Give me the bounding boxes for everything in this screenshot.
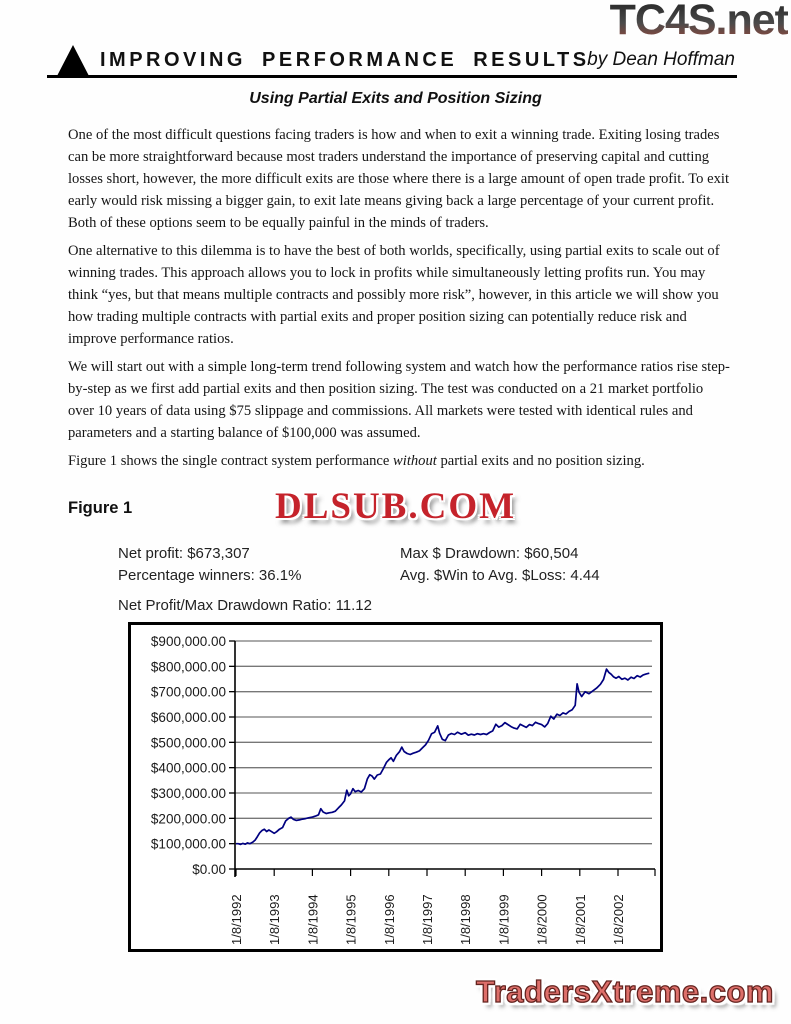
equity-curve-chart [128,622,663,952]
stat-net-profit: Net profit: $673,307 [118,545,250,562]
article-headline: IMPROVING PERFORMANCE RESULTS [100,49,590,71]
paragraph-2: One alternative to this dilemma is to have the best of both worlds, specifically, using partial exits to scale out of winning trades. This approach allows you to lock in profits while simultaneously letting profits run. You may think “yes, but that means multiple contracts and possibly more risk”, however, in this article we will show you how trading multiple contracts with partial exits and proper position sizing can potentially reduce risk and improve performance ratios. [68,243,720,347]
header-rule [47,75,737,78]
stat-max-drawdown: Max $ Drawdown: $60,504 [400,545,579,562]
dlsub-watermark[interactable]: DLSUB.COM [274,486,517,527]
svg-text:$700,000.00: $700,000.00 [150,684,226,700]
stat-profit-drawdown-ratio: Net Profit/Max Drawdown Ratio: 11.12 [118,597,372,614]
svg-text:$500,000.00: $500,000.00 [150,735,226,751]
svg-text:1/8/1996: 1/8/1996 [381,894,397,945]
article-body [68,124,730,478]
performance-stats [118,543,600,587]
svg-text:1/8/1993: 1/8/1993 [267,894,283,945]
svg-text:$100,000.00: $100,000.00 [150,836,226,852]
svg-text:$400,000.00: $400,000.00 [150,760,226,776]
svg-text:1/8/1992: 1/8/1992 [229,894,244,945]
svg-text:$800,000.00: $800,000.00 [150,659,226,675]
paragraph-4-emphasis: without [393,453,437,469]
stat-percentage-winners: Percentage winners: 36.1% [118,567,302,584]
svg-text:1/8/1997: 1/8/1997 [420,894,435,945]
paragraph-4-text-end: partial exits and no position sizing. [436,453,645,469]
paragraph-1: One of the most difficult questions facing traders is how and when to exit a winning trade. Exiting losing trades can be more straightforward because most traders understand the importance of preserving capital and cutting losses short, however, the more difficult exits are those where there is a large amount of open trade profit. To exit early would risk missing a bigger gain, to exit late means giving back a large percentage of your current profit. Both of these options seem to be equally painful in the minds of traders. [68,127,730,231]
svg-text:$600,000.00: $600,000.00 [150,710,226,725]
svg-text:1/8/1999: 1/8/1999 [496,894,512,945]
article-subtitle: Using Partial Exits and Position Sizing [249,90,542,107]
svg-text:$900,000.00: $900,000.00 [150,634,226,649]
figure-1-label: Figure 1 [68,499,133,517]
tc4s-logo[interactable]: TC4S.net [610,0,788,45]
svg-text:1/8/1995: 1/8/1995 [343,894,359,945]
tradersxtreme-watermark[interactable]: TradersXtreme.com [476,974,774,1009]
stat-avg-win-loss: Avg. $Win to Avg. $Loss: 4.44 [400,567,600,584]
author-byline: by Dean Hoffman [587,49,735,70]
paragraph-3: We will start out with a simple long-term trend following system and watch how the performance ratios rise step-by-step as we first add partial exits and then position sizing. The test was conducted on a 21 market portfolio over 10 years of data using $75 slippage and commissions. All markets were tested with identical rules and parameters and a starting balance of $100,000 was assumed. [68,359,730,441]
svg-text:$200,000.00: $200,000.00 [150,811,226,827]
paragraph-4 [68,450,730,472]
equity-curve-svg [131,625,660,949]
svg-text:1/8/1998: 1/8/1998 [458,894,474,945]
triangle-bullet-icon [57,45,89,76]
svg-text:1/8/2000: 1/8/2000 [534,894,550,945]
paragraph-4-text: Figure 1 shows the single contract system performance [68,453,394,469]
svg-text:$0.00: $0.00 [192,862,226,877]
svg-text:$300,000.00: $300,000.00 [150,786,226,801]
svg-text:1/8/1994: 1/8/1994 [305,894,321,945]
svg-text:1/8/2002: 1/8/2002 [611,894,626,945]
svg-text:1/8/2001: 1/8/2001 [572,894,588,945]
